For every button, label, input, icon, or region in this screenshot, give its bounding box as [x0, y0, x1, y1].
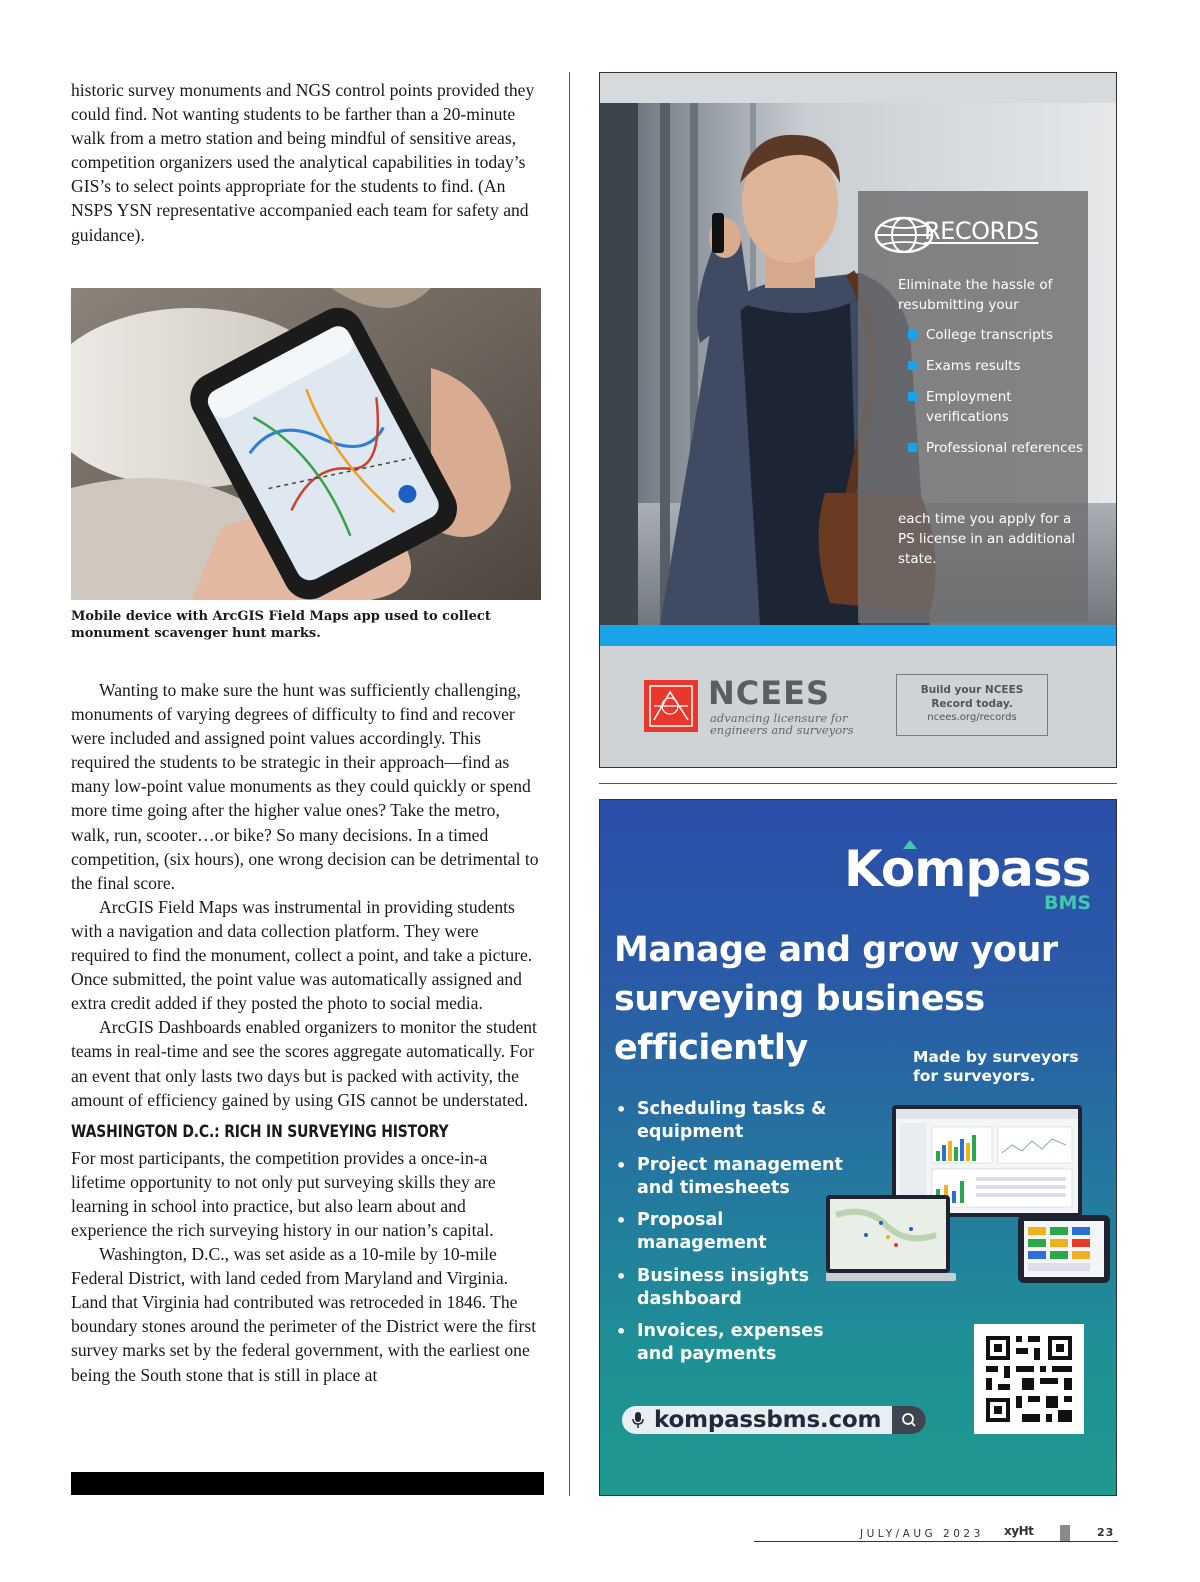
- records-item-label: College transcripts: [926, 327, 1053, 343]
- records-item-label: Exams results: [926, 358, 1021, 374]
- list-item: [904, 438, 1084, 458]
- search-button[interactable]: [892, 1406, 926, 1434]
- article-photo: [71, 288, 541, 600]
- records-list: [904, 325, 1084, 469]
- list-item: • Business insights dashboard: [616, 1265, 856, 1311]
- list-item: [904, 387, 1084, 427]
- search-icon: [892, 1406, 926, 1434]
- records-item-label: Professional references: [926, 440, 1083, 456]
- article-paragraph: For most participants, the competition provides a once-in-a lifetime opportunity to not only put surveying skills they are learning in school into practice, but also learn about and experience the rich surveying history in our nation’s capital.: [71, 1147, 496, 1240]
- kompass-url-link[interactable]: kompassbms.com: [654, 1407, 882, 1433]
- ncees-records-ad[interactable]: [599, 72, 1117, 768]
- ncees-footer: [600, 646, 1116, 767]
- column-divider: [569, 72, 570, 1496]
- records-info-panel: [858, 191, 1088, 623]
- qr-code-image[interactable]: [974, 1324, 1084, 1434]
- made-by-line: Made by surveyors: [913, 1048, 1079, 1066]
- article-paragraph: Wanting to make sure the hunt was sufficiently challenging, monuments of varying degrees of difficulty to find and recover were included and assigned point values accordingly. This required the students to be strategic in their approach—find as many low-point value monuments as they could quickly or spend more time going after the higher value ones? Take the metro, walk, run, scooter…or bike? So many decisions. In a timed competition, (six hours), one wrong decision can be detrimental to the final score.: [71, 680, 539, 893]
- ad-divider: [599, 783, 1117, 784]
- photo-caption: Mobile device with ArcGIS Field Maps app used to collect monument scavenger hunt marks.: [71, 609, 491, 641]
- ncees-tagline: [710, 712, 854, 736]
- column-footer-bar: [71, 1472, 544, 1495]
- build-record-line: Record today.: [931, 698, 1013, 710]
- records-url-link[interactable]: ncees.org/records: [927, 712, 1017, 723]
- phone-map-photo: [71, 288, 541, 600]
- ncees-tagline-line: engineers and surveyors: [710, 723, 854, 737]
- square-bullet-icon: [908, 330, 917, 339]
- ncees-logo-icon: [644, 680, 698, 732]
- ncees-wordmark: NCEES: [708, 674, 831, 712]
- list-item: [904, 356, 1084, 376]
- article-intro-block: [71, 78, 541, 247]
- kompass-made-by: [913, 1048, 1079, 1086]
- article-body: [71, 678, 541, 1387]
- kompass-logo-sub: BMS: [1044, 892, 1092, 914]
- section-subheading: WASHINGTON D.C.: RICH IN SURVEYING HISTORY: [71, 1121, 449, 1142]
- list-item: • Project management and timesheets: [616, 1154, 856, 1200]
- square-bullet-icon: [908, 361, 917, 370]
- list-item: [904, 325, 1084, 345]
- ncees-tagline-line: advancing licensure for: [710, 711, 848, 725]
- footer-rule: [754, 1541, 1118, 1542]
- page-number: 23: [1097, 1526, 1115, 1539]
- list-item: • Invoices, expenses and payments: [616, 1320, 856, 1366]
- made-by-line: for surveyors.: [913, 1067, 1036, 1085]
- accent-stripe: [600, 625, 1116, 646]
- devices-mockup-image: [826, 1105, 1116, 1285]
- records-title: RECORDS: [924, 217, 1039, 245]
- article-paragraph: ArcGIS Field Maps was instrumental in providing students with a navigation and data collection platform. They were required to find the monument, collect a point, and take a picture. Once submitted, the point value was automatically assigned and extra credit added if they posted the photo to social media.: [71, 896, 533, 1014]
- microphone-icon: [632, 1412, 644, 1428]
- footer-issue-date: JULY/AUG 2023: [860, 1528, 984, 1540]
- kompass-feature-list: [616, 1098, 856, 1376]
- list-item: • Scheduling tasks & equipment: [616, 1098, 856, 1144]
- records-item-label: Employment verifications: [926, 389, 1012, 425]
- list-item: • Proposal management: [616, 1209, 856, 1255]
- kompass-url-bar[interactable]: [622, 1406, 926, 1434]
- kompass-logo: Kompass: [844, 840, 1091, 898]
- square-bullet-icon: [908, 443, 917, 452]
- article-paragraph: Washington, D.C., was set aside as a 10-mile by 10-mile Federal District, with land ceded from Maryland and Virginia. Land that Virginia had contributed was retroceded in 1846. The boundary stones around the perimeter of the District were the first survey marks set by the federal government, with the earliest one being the South stone that is still in place at: [71, 1244, 537, 1385]
- kompass-headline: Manage and grow your surveying business efficiently: [614, 930, 1058, 1068]
- build-record-line: Build your NCEES: [920, 684, 1024, 696]
- footer-square-icon: [1060, 1525, 1070, 1541]
- kompass-bms-ad[interactable]: [599, 799, 1117, 1496]
- square-bullet-icon: [908, 392, 917, 401]
- article-paragraph: historic survey monuments and NGS control points provided they could find. Not wanting students to be farther than a 20-minute walk from a metro station and being mindful of sensitive areas, competition organizers used the analytical capabilities in today’s GIS’s to select points appropriate for the students to find. (An NSPS YSN representative accompanied each team for safety and guidance).: [71, 80, 535, 245]
- records-intro: Eliminate the hassle of resubmitting your: [898, 277, 1053, 313]
- build-record-callout[interactable]: [896, 674, 1048, 736]
- records-outro: each time you apply for a PS license in an additional state.: [898, 511, 1076, 567]
- article-paragraph: ArcGIS Dashboards enabled organizers to monitor the student teams in real-time and see the scores aggregate automatically. For an event that only lasts two days but is packed with activity, the amount of efficiency gained by using GIS cannot be understated.: [71, 1017, 537, 1110]
- footer-brand: xyHt: [1004, 1524, 1034, 1538]
